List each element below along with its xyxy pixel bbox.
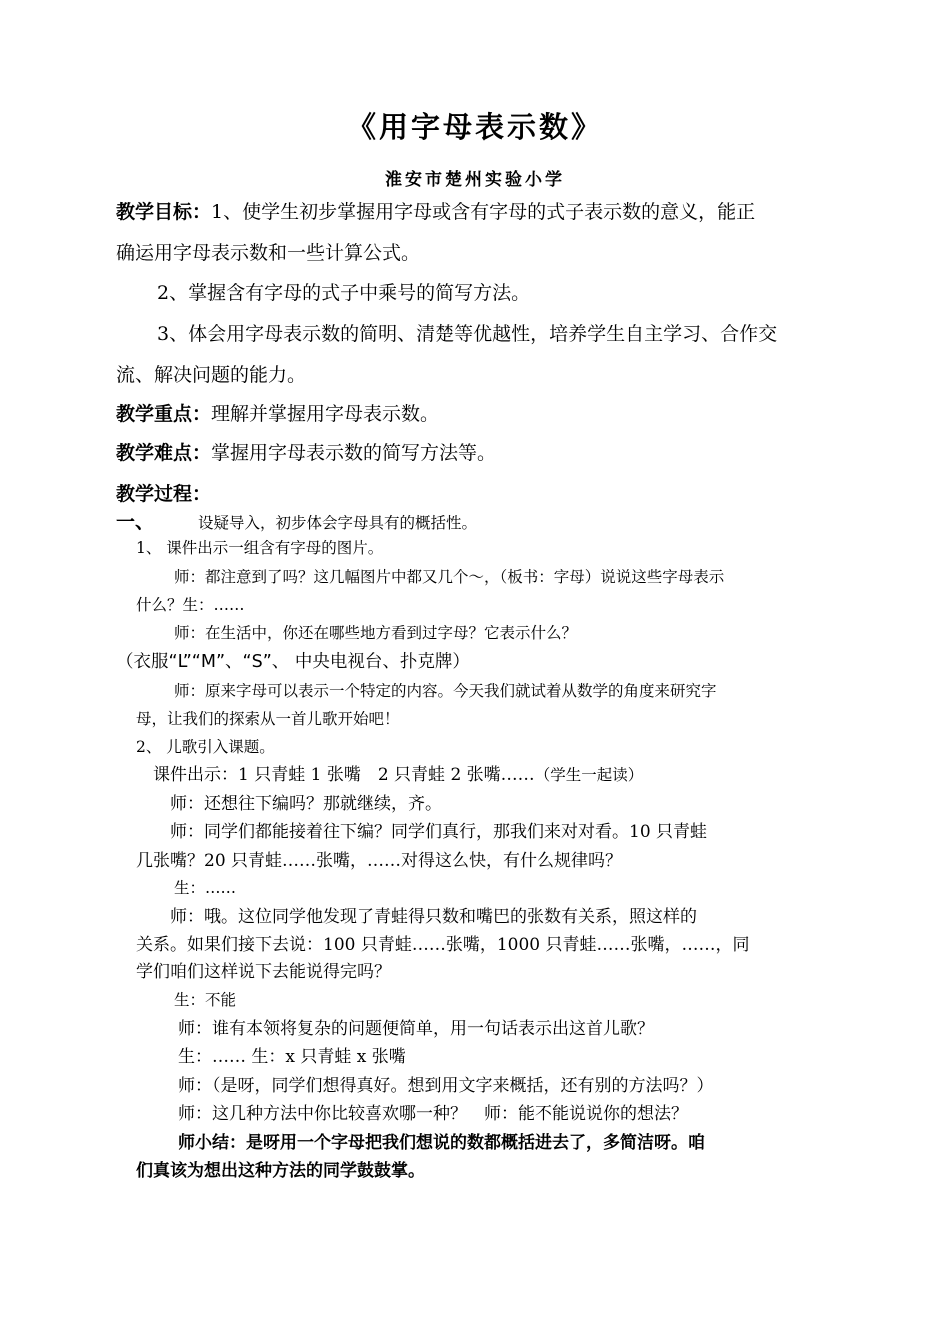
s1-teacher1-b: 什么？生：…… <box>136 596 245 614</box>
summary-a: 师小结：是呀用一个字母把我们想说的数都概括进去了，多简洁呀。咱 <box>178 1133 705 1153</box>
s1-teacher2: 师：在生活中，你还在哪些地方看到过字母？它表示什么？ <box>174 624 578 642</box>
difficulty-label: 教学难点： <box>116 442 212 464</box>
song-main: 课件出示：1 只青蛙 1 张嘴 2 只青蛙 2 张嘴…… <box>153 765 535 785</box>
dialog-4-b: 关系。如果们接下去说：100 只青蛙……张嘴，1000 只青蛙……张嘴，……，同 <box>136 935 750 955</box>
key-point <box>116 405 439 424</box>
difficulty <box>116 444 496 463</box>
section1-heading <box>116 513 477 532</box>
s1-examples: （衣服“L”“M”、“S”、 中央电视台、扑克牌） <box>116 652 470 672</box>
s1-step2: 2、 儿歌引入课题。 <box>136 738 275 756</box>
section1-text: 设疑导入，初步体会字母具有的概括性。 <box>198 514 478 532</box>
dialog-4-c: 学们咱们这样说下去能说得完吗？ <box>136 962 391 982</box>
dialog-6: 师：谁有本领将复杂的问题便简单，用一句话表示出这首儿歌？ <box>178 1019 654 1039</box>
section1-num: 一、 <box>116 511 155 533</box>
dialog-5: 生：不能 <box>174 991 237 1009</box>
dialog-2-a: 师：同学们都能接着往下编？同学们真行，那我们来对对看。10 只青蛙 <box>170 822 708 842</box>
goals-item2: 2、掌握含有字母的式子中乘号的简写方法。 <box>157 282 531 304</box>
goals-item3-b: 流、解决问题的能力。 <box>116 364 307 386</box>
song-line <box>153 767 643 784</box>
dialog-7: 生：…… 生：x 只青蛙 x 张嘴 <box>178 1047 406 1067</box>
difficulty-text: 掌握用字母表示数的简写方法等。 <box>211 442 497 464</box>
goals-item1-b: 确运用字母表示数和一些计算公式。 <box>116 242 421 264</box>
goals-item3-a: 3、体会用字母表示数的简明、清楚等优越性，培养学生自主学习、合作交 <box>157 323 778 345</box>
s1-teacher3-b: 母，让我们的探索从一首儿歌开始吧！ <box>136 710 400 728</box>
goals-line-1 <box>116 203 755 222</box>
dialog-3: 生：…… <box>174 879 237 897</box>
summary-b: 们真该为想出这种方法的同学鼓鼓掌。 <box>136 1161 425 1181</box>
song-note: （学生一起读） <box>534 766 644 784</box>
dialog-9: 师：这几种方法中你比较喜欢哪一种？ 师：能不能说说你的想法？ <box>178 1104 688 1124</box>
key-point-label: 教学重点： <box>116 403 212 425</box>
s1-teacher3-a: 师：原来字母可以表示一个特定的内容。今天我们就试着从数学的角度来研究字 <box>174 682 717 700</box>
goals-item1-a: 1、使学生初步掌握用字母或含有字母的式子表示数的意义，能正 <box>211 201 756 223</box>
s1-teacher1-a: 师：都注意到了吗？这几幅图片中都又几个～，（板书：字母）说说这些字母表示 <box>174 568 725 586</box>
s1-step1: 1、 课件出示一组含有字母的图片。 <box>136 539 384 557</box>
goals-label: 教学目标： <box>116 201 212 223</box>
key-point-text: 理解并掌握用字母表示数。 <box>211 403 440 425</box>
dialog-1: 师：还想往下编吗？那就继续，齐。 <box>170 794 442 814</box>
dialog-4-a: 师：哦。这位同学他发现了青蛙得只数和嘴巴的张数有关系，照这样的 <box>170 907 697 927</box>
school-name: 淮安市楚州实验小学 <box>385 170 565 190</box>
dialog-2-b: 几张嘴？20 只青蛙……张嘴，……对得这么快，有什么规律吗？ <box>136 851 623 871</box>
process-label: 教学过程： <box>116 483 212 505</box>
dialog-8: 师：（是呀，同学们想得真好。想到用文字来概括，还有别的方法吗？） <box>178 1076 714 1096</box>
page-title: 《用字母表示数》 <box>346 110 603 144</box>
